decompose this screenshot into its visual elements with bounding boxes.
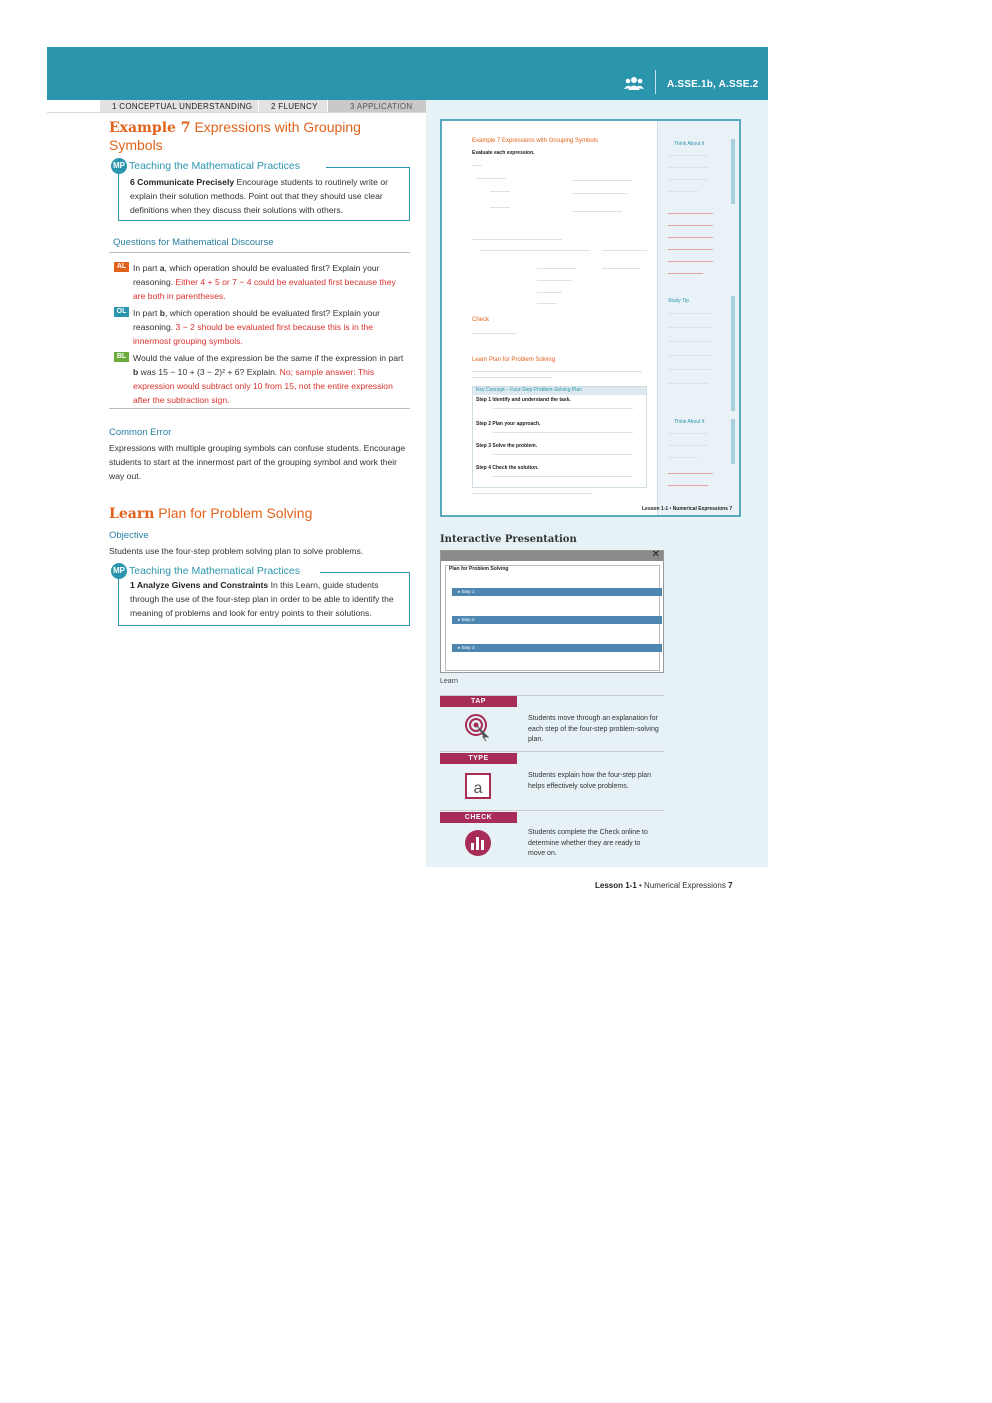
question-al-part: a bbox=[159, 263, 165, 273]
student-page-thumbnail bbox=[440, 119, 741, 517]
thumb-line bbox=[602, 268, 640, 269]
thumb-line bbox=[537, 268, 577, 269]
learn-heading: Plan for Problem Solving bbox=[158, 505, 313, 521]
page-number: 7 bbox=[728, 881, 733, 890]
tap-tag: TAP bbox=[440, 696, 517, 707]
thumb-line bbox=[668, 355, 713, 356]
thumb-line bbox=[480, 250, 590, 251]
discourse-rule-bottom bbox=[109, 408, 410, 409]
example-label: Example 7 bbox=[109, 120, 191, 136]
question-al-2: , which operation should be evaluated first? Explain your reasoning. bbox=[133, 263, 380, 287]
thumb-step-4: Step 4 Check the solution. bbox=[476, 465, 539, 471]
tabs-underline bbox=[47, 112, 427, 113]
thumbnail-sidebar bbox=[657, 121, 739, 515]
thumb-line bbox=[668, 237, 713, 238]
thumb-line bbox=[668, 225, 713, 226]
close-icon[interactable]: ✕ bbox=[651, 549, 660, 560]
check-tag: CHECK bbox=[440, 812, 517, 823]
thumb-evaluate: Evaluate each expression. bbox=[472, 150, 535, 156]
practice-body-1: Encourage students to routinely write or explain their solution methods. Point out that they should use clear definitions when they discuss their solutions with others. bbox=[130, 177, 388, 215]
svg-text:a: a bbox=[473, 780, 483, 797]
type-text: Students explain how the four-step plan helps effectively solve problems. bbox=[528, 772, 651, 790]
step-label-1: ▸ Step 1 bbox=[458, 589, 475, 594]
mp-badge-icon: MP bbox=[111, 158, 127, 174]
tap-icon bbox=[464, 713, 492, 741]
standards-label: A.SSE.1b, A.SSE.2 bbox=[667, 79, 759, 90]
practices-text-2 bbox=[130, 578, 408, 620]
example-heading: Expressions with Grouping Symbols bbox=[109, 119, 361, 153]
thumb-line bbox=[493, 408, 633, 409]
sidebar-strip bbox=[731, 139, 735, 204]
tab-fluency: 2 FLUENCY bbox=[259, 100, 327, 113]
tab-application: 3 APPLICATION bbox=[328, 100, 427, 113]
practices-heading-1: Teaching the Mathematical Practices bbox=[129, 160, 304, 172]
question-al-1: In part bbox=[133, 263, 160, 273]
thumb-line bbox=[668, 341, 713, 342]
thumb-side-item-3: Think About It bbox=[674, 419, 705, 425]
thumb-key-concept bbox=[472, 386, 647, 488]
practice-lead-1: 6 Communicate Precisely bbox=[130, 177, 235, 187]
thumb-line bbox=[668, 155, 708, 156]
check-text: Students complete the Check online to determine whether they are ready to move on. bbox=[528, 829, 648, 857]
interactive-caption: Learn bbox=[440, 678, 458, 685]
thumb-line bbox=[668, 445, 708, 446]
thumb-line bbox=[472, 371, 642, 372]
step-accordion-2[interactable] bbox=[452, 616, 662, 624]
thumb-line bbox=[668, 457, 698, 458]
question-bl-2: was 15 − 10 + (3 − 2)² + 6? Explain. bbox=[138, 367, 280, 377]
thumb-line bbox=[668, 433, 708, 434]
thumb-step-2: Step 2 Plan your approach. bbox=[476, 421, 541, 427]
thumb-line bbox=[668, 327, 713, 328]
learn-title bbox=[109, 505, 312, 522]
footer-lesson: Lesson 1-1 bbox=[595, 881, 637, 890]
step-accordion-1[interactable] bbox=[452, 588, 662, 596]
thumb-line bbox=[493, 476, 633, 477]
thumb-line bbox=[472, 239, 562, 240]
thumb-step-3: Step 3 Solve the problem. bbox=[476, 443, 538, 449]
answer-al: Either 4 + 5 or 7 − 4 could be evaluated first because they are both in parentheses. bbox=[133, 277, 396, 301]
answer-bl: No; sample answer: This expression would subtract only 10 from 15, not the entire expression after the subtraction sign. bbox=[133, 367, 393, 405]
thumb-side-item-1: Think About It bbox=[674, 141, 705, 147]
thumb-check: Check bbox=[472, 317, 490, 323]
action-divider bbox=[440, 751, 664, 752]
practice-lead-2: 1 Analyze Givens and Constraints bbox=[130, 580, 269, 590]
discourse-item-bl bbox=[114, 351, 410, 407]
thumb-line bbox=[472, 377, 552, 378]
thumb-line bbox=[668, 473, 713, 474]
thumb-line bbox=[668, 313, 713, 314]
sidebar-strip bbox=[731, 419, 735, 464]
discourse-item-ol bbox=[114, 306, 410, 348]
interactive-title: Interactive Presentation bbox=[440, 534, 577, 545]
thumb-line bbox=[668, 485, 708, 486]
thumb-line bbox=[668, 369, 713, 370]
page-footer bbox=[595, 881, 733, 890]
thumb-line bbox=[537, 280, 572, 281]
step-label-3: ▸ Step 3 bbox=[458, 645, 475, 650]
ol-badge: OL bbox=[114, 307, 129, 317]
tab-conceptual-understanding: 1 CONCEPTUAL UNDERSTANDING bbox=[100, 100, 258, 113]
thumb-line bbox=[668, 383, 708, 384]
question-bl-1: Would the value of the expression be the same if the expression in part bbox=[133, 353, 404, 363]
thumb-footer: Lesson 1-1 • Numerical Expressions 7 bbox=[642, 506, 733, 512]
sidebar-strip bbox=[731, 296, 735, 411]
thumb-line bbox=[668, 213, 713, 214]
thumb-line bbox=[472, 165, 482, 166]
thumb-line bbox=[472, 493, 592, 494]
thumb-line bbox=[476, 178, 506, 179]
window-content bbox=[445, 565, 660, 671]
step-label-2: ▸ Step 2 bbox=[458, 617, 475, 622]
thumb-line bbox=[493, 454, 633, 455]
thumb-heading: Example 7 Expressions with Grouping Symbols bbox=[472, 138, 599, 144]
thumb-key-title: Key Concept – Four-Step Problem-Solving Plan bbox=[476, 387, 582, 393]
thumb-line bbox=[668, 179, 708, 180]
practices-box-1-topline bbox=[326, 167, 410, 168]
answer-ol: 3 − 2 should be evaluated first because this is in the innermost grouping symbols. bbox=[133, 322, 374, 346]
header-divider bbox=[655, 70, 656, 94]
thumb-step-1: Step 1 Identify and understand the task. bbox=[476, 397, 571, 403]
discourse-title: Questions for Mathematical Discourse bbox=[113, 237, 274, 248]
action-divider bbox=[440, 810, 664, 811]
type-tag: TYPE bbox=[440, 753, 517, 764]
objective-title: Objective bbox=[109, 530, 149, 541]
bl-badge: BL bbox=[114, 352, 129, 362]
thumb-line bbox=[493, 432, 633, 433]
footer-topic: Numerical Expressions bbox=[644, 881, 726, 890]
tap-text: Students move through an explanation for each step of the four-step problem-solving plan. bbox=[528, 715, 659, 743]
discourse-rule-top bbox=[109, 252, 410, 253]
header-bar bbox=[47, 47, 768, 100]
thumb-line bbox=[490, 191, 510, 192]
common-error-title: Common Error bbox=[109, 427, 172, 438]
thumb-side-item-2: Study Tip bbox=[668, 298, 689, 304]
thumb-learn-heading: Learn Plan for Problem Solving bbox=[472, 357, 556, 363]
thumb-line bbox=[537, 303, 557, 304]
example-title bbox=[109, 119, 409, 154]
thumb-line bbox=[472, 333, 517, 334]
interactive-window bbox=[440, 550, 664, 673]
question-ol-2: , which operation should be evaluated first? Explain your reasoning. bbox=[133, 308, 380, 332]
thumb-line bbox=[572, 180, 632, 181]
practices-box-2-topline bbox=[320, 572, 410, 573]
al-badge: AL bbox=[114, 262, 129, 272]
window-titlebar bbox=[441, 551, 663, 561]
common-error-body: Expressions with multiple grouping symbols can confuse students. Encourage students to start at the innermost part of the grouping symbol and work their way out. bbox=[109, 443, 406, 481]
practices-heading-2: Teaching the Mathematical Practices bbox=[129, 565, 304, 577]
practices-text-1 bbox=[130, 175, 402, 217]
question-ol-part: b bbox=[159, 308, 166, 318]
window-title: Plan for Problem Solving bbox=[449, 566, 509, 572]
objective-body: Students use the four-step problem solving plan to solve problems. bbox=[109, 546, 364, 556]
thumb-line bbox=[668, 273, 703, 274]
practice-body-2: In this Learn, guide students through the use of the four-step plan in order to be able to identify the meaning of problems and look for entry points to their solutions. bbox=[130, 580, 394, 618]
type-icon bbox=[464, 772, 492, 800]
question-ol-1: In part bbox=[133, 308, 160, 318]
thumb-line bbox=[572, 211, 622, 212]
thumb-line bbox=[572, 193, 627, 194]
step-accordion-3[interactable] bbox=[452, 644, 662, 652]
question-bl-part: b bbox=[133, 367, 139, 377]
footer-separator: • bbox=[636, 881, 645, 890]
mp-badge-icon: MP bbox=[111, 563, 127, 579]
thumb-line bbox=[537, 292, 562, 293]
check-chart-icon bbox=[464, 829, 492, 857]
learn-label: Learn bbox=[109, 506, 155, 522]
thumb-line bbox=[668, 261, 713, 262]
thumb-line bbox=[668, 167, 708, 168]
thumb-line bbox=[602, 250, 647, 251]
thumb-line bbox=[668, 249, 713, 250]
thumb-line bbox=[490, 207, 510, 208]
group-icon bbox=[624, 76, 644, 90]
discourse-item-al bbox=[114, 261, 410, 303]
thumb-line bbox=[668, 191, 698, 192]
